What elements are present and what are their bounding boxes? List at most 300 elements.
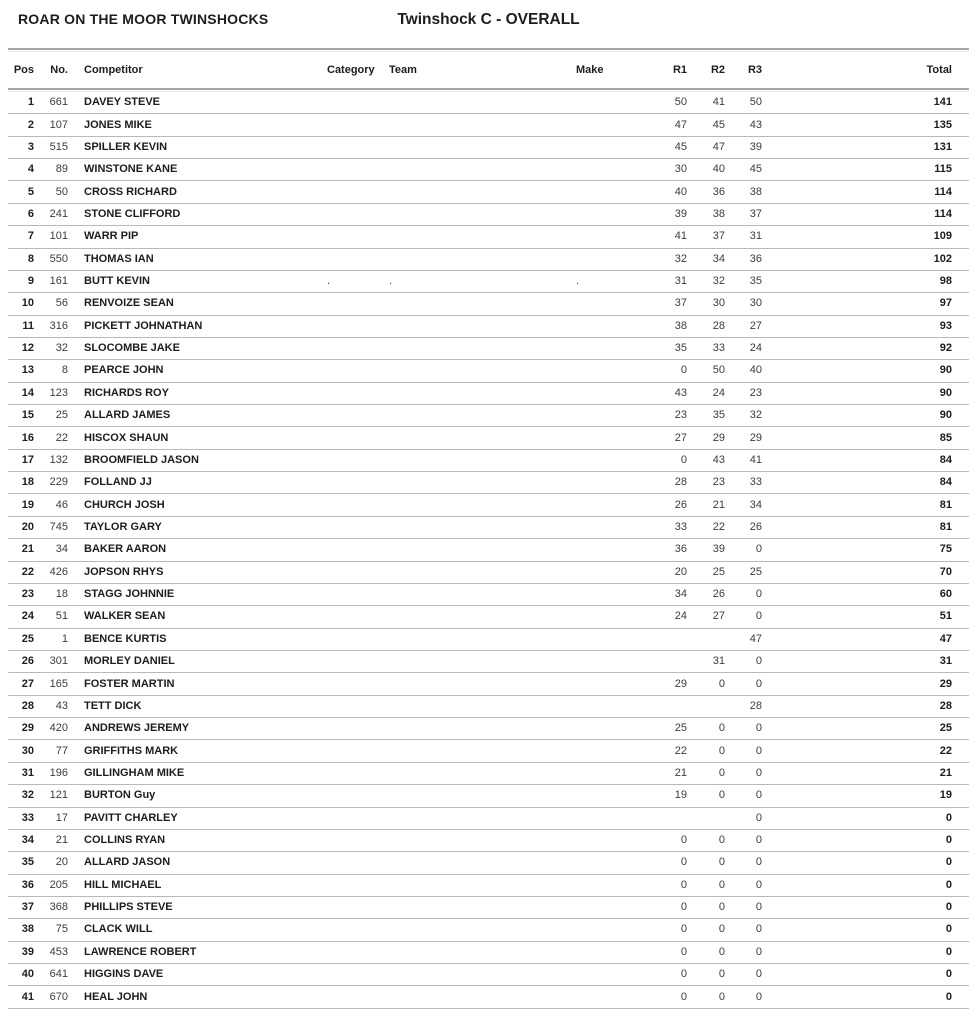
competitor-cell: PHILLIPS STEVE xyxy=(84,902,173,914)
table-row xyxy=(8,427,969,449)
r1-cell: 50 xyxy=(674,97,687,109)
competitor-cell: COLLINS RYAN xyxy=(84,835,166,847)
number-cell: 107 xyxy=(49,119,68,131)
pos-cell: 26 xyxy=(21,656,34,668)
total-cell: 84 xyxy=(939,477,952,489)
sheet-title: Twinshock C - OVERALL xyxy=(397,11,580,28)
r2-cell: 0 xyxy=(718,790,725,802)
competitor-cell: STAGG JOHNNIE xyxy=(84,589,175,601)
r1-cell: 45 xyxy=(674,141,687,153)
r2-cell: 0 xyxy=(718,857,725,869)
r1-cell: 35 xyxy=(674,343,687,355)
r3-cell: 0 xyxy=(755,969,762,981)
r1-cell: 0 xyxy=(680,835,687,847)
pos-cell: 1 xyxy=(27,97,34,109)
competitor-cell: GRIFFITHS MARK xyxy=(84,745,179,757)
r3-cell: 30 xyxy=(749,298,762,310)
competitor-cell: HISCOX SHAUN xyxy=(84,432,169,444)
pos-cell: 12 xyxy=(21,343,34,355)
table-row xyxy=(8,986,969,1008)
total-cell: 81 xyxy=(939,522,952,533)
total-cell: 60 xyxy=(939,589,952,601)
r3-cell: 0 xyxy=(755,902,762,914)
r1-cell: 39 xyxy=(674,208,687,220)
pos-cell: 30 xyxy=(21,745,34,757)
col-header-r2: R2 xyxy=(710,64,725,76)
r3-cell: 0 xyxy=(755,723,762,735)
r2-cell: 0 xyxy=(718,879,725,891)
number-cell: 17 xyxy=(55,812,68,824)
table-row xyxy=(8,472,969,494)
pos-cell: 24 xyxy=(21,611,34,623)
table-row xyxy=(8,629,969,651)
total-cell: 0 xyxy=(945,946,952,958)
total-cell: 0 xyxy=(945,902,952,914)
col-header-competitor: Competitor xyxy=(84,64,143,76)
r2-cell: 38 xyxy=(712,208,725,220)
number-cell: 205 xyxy=(49,879,68,891)
category-cell: . xyxy=(327,276,331,288)
r3-cell: 0 xyxy=(755,835,762,847)
number-cell: 56 xyxy=(55,298,68,310)
col-header-category: Category xyxy=(327,64,375,76)
number-cell: 132 xyxy=(49,454,68,466)
r3-cell: 0 xyxy=(755,544,762,556)
r1-cell: 24 xyxy=(674,611,687,623)
number-cell: 22 xyxy=(55,432,68,444)
r2-cell: 0 xyxy=(718,902,725,914)
total-cell: 115 xyxy=(934,164,952,176)
r3-cell: 47 xyxy=(749,633,762,645)
r3-cell: 27 xyxy=(749,320,762,332)
pos-cell: 40 xyxy=(21,969,34,981)
number-cell: 368 xyxy=(49,902,68,914)
competitor-cell: RICHARDS ROY xyxy=(84,387,169,399)
r1-cell: 26 xyxy=(674,499,687,511)
table-row xyxy=(8,316,969,338)
r3-cell: 41 xyxy=(749,454,762,466)
r3-cell: 32 xyxy=(749,410,762,422)
total-cell: 131 xyxy=(933,141,952,153)
r3-cell: 29 xyxy=(749,432,762,444)
table-row xyxy=(8,226,969,248)
total-cell: 0 xyxy=(945,924,952,936)
number-cell: 75 xyxy=(55,924,68,936)
number-cell: 50 xyxy=(55,186,68,198)
r1-cell: 0 xyxy=(680,902,687,914)
r2-cell: 22 xyxy=(712,522,725,533)
table-row xyxy=(8,338,969,360)
r2-cell: 0 xyxy=(718,946,725,958)
table-row xyxy=(8,696,969,718)
pos-cell: 14 xyxy=(21,387,34,399)
table-row xyxy=(8,450,969,472)
r1-cell: 41 xyxy=(674,231,687,243)
r1-cell: 0 xyxy=(680,946,687,958)
r2-cell: 25 xyxy=(712,566,725,578)
total-cell: 29 xyxy=(939,678,952,690)
table-row xyxy=(8,763,969,785)
pos-cell: 4 xyxy=(27,164,34,176)
col-header-pos: Pos xyxy=(13,64,34,76)
total-cell: 75 xyxy=(939,544,952,556)
table-row xyxy=(8,159,969,181)
r2-cell: 29 xyxy=(712,432,725,444)
r3-cell: 24 xyxy=(749,343,762,355)
r3-cell: 0 xyxy=(755,879,762,891)
number-cell: 20 xyxy=(55,857,68,869)
pos-cell: 38 xyxy=(21,924,34,936)
total-cell: 141 xyxy=(933,97,952,109)
total-cell: 90 xyxy=(939,387,952,399)
number-cell: 101 xyxy=(49,231,68,243)
r2-cell: 41 xyxy=(712,97,725,109)
r1-cell: 37 xyxy=(674,298,687,310)
r2-cell: 28 xyxy=(712,320,725,332)
competitor-cell: HIGGINS DAVE xyxy=(84,969,164,981)
r2-cell: 35 xyxy=(712,410,725,422)
pos-cell: 3 xyxy=(27,141,34,153)
pos-cell: 33 xyxy=(21,812,34,824)
r3-cell: 31 xyxy=(749,231,762,243)
r2-cell: 39 xyxy=(712,544,725,556)
r3-cell: 0 xyxy=(755,812,762,824)
r3-cell: 43 xyxy=(749,119,762,131)
pos-cell: 31 xyxy=(21,767,34,779)
pos-cell: 10 xyxy=(21,298,34,310)
total-cell: 98 xyxy=(939,276,952,288)
r3-cell: 37 xyxy=(749,208,762,220)
r2-cell: 0 xyxy=(718,678,725,690)
pos-cell: 6 xyxy=(27,208,34,220)
r1-cell: 40 xyxy=(674,186,687,198)
r1-cell: 23 xyxy=(674,410,687,422)
r1-cell: 0 xyxy=(680,857,687,869)
pos-cell: 27 xyxy=(21,678,34,690)
number-cell: 123 xyxy=(49,387,68,399)
table-row xyxy=(8,740,969,762)
number-cell: 745 xyxy=(49,522,68,533)
table-row xyxy=(8,875,969,897)
table-row xyxy=(8,964,969,986)
table-row xyxy=(8,405,969,427)
table-row xyxy=(8,897,969,919)
r1-cell: 30 xyxy=(674,164,687,176)
number-cell: 196 xyxy=(49,767,68,779)
competitor-cell: WALKER SEAN xyxy=(84,611,166,623)
total-cell: 0 xyxy=(945,969,952,981)
number-cell: 301 xyxy=(49,656,68,668)
table-row xyxy=(8,271,969,293)
r1-cell: 0 xyxy=(680,924,687,936)
r3-cell: 0 xyxy=(755,790,762,802)
number-cell: 670 xyxy=(49,991,68,1003)
results-table xyxy=(8,48,969,1009)
col-header-total: Total xyxy=(926,64,952,76)
r3-cell: 36 xyxy=(749,253,762,265)
pos-cell: 11 xyxy=(22,320,34,332)
total-cell: 47 xyxy=(939,633,952,645)
col-header-no: No. xyxy=(50,64,68,76)
r2-cell: 0 xyxy=(718,991,725,1003)
table-row xyxy=(8,718,969,740)
r3-cell: 50 xyxy=(749,97,762,109)
total-cell: 90 xyxy=(939,410,952,422)
competitor-cell: MORLEY DANIEL xyxy=(84,656,175,668)
pos-cell: 22 xyxy=(21,566,34,578)
r3-cell: 0 xyxy=(755,678,762,690)
pos-cell: 13 xyxy=(21,365,34,377)
table-row xyxy=(8,562,969,584)
competitor-cell: SPILLER KEVIN xyxy=(84,141,168,153)
competitor-cell: GILLINGHAM MIKE xyxy=(84,767,185,779)
r3-cell: 33 xyxy=(749,477,762,489)
r2-cell: 33 xyxy=(712,343,725,355)
r2-cell: 23 xyxy=(712,477,725,489)
r2-cell: 0 xyxy=(718,835,725,847)
number-cell: 25 xyxy=(55,410,68,422)
r1-cell: 20 xyxy=(674,566,687,578)
number-cell: 641 xyxy=(49,969,68,981)
number-cell: 8 xyxy=(61,365,68,377)
pos-cell: 32 xyxy=(21,790,34,802)
competitor-cell: LAWRENCE ROBERT xyxy=(84,946,197,958)
competitor-cell: ALLARD JASON xyxy=(84,857,171,869)
r1-cell: 33 xyxy=(674,522,687,533)
r2-cell: 43 xyxy=(712,454,725,466)
pos-cell: 28 xyxy=(21,700,34,712)
number-cell: 550 xyxy=(49,253,68,265)
total-cell: 0 xyxy=(945,991,952,1003)
r2-cell: 26 xyxy=(712,589,725,601)
table-row xyxy=(8,383,969,405)
col-header-make: Make xyxy=(576,64,604,76)
competitor-cell: FOLLAND JJ xyxy=(84,477,152,489)
number-cell: 316 xyxy=(49,320,68,332)
r2-cell: 32 xyxy=(712,276,725,288)
competitor-cell: BUTT KEVIN xyxy=(84,276,150,288)
number-cell: 241 xyxy=(49,208,68,220)
competitor-cell: ANDREWS JEREMY xyxy=(84,723,190,735)
table-row xyxy=(8,785,969,807)
r3-cell: 0 xyxy=(755,745,762,757)
table-row xyxy=(8,293,969,315)
competitor-cell: CLACK WILL xyxy=(84,924,153,936)
r2-cell: 27 xyxy=(712,611,725,623)
r3-cell: 25 xyxy=(749,566,762,578)
competitor-cell: RENVOIZE SEAN xyxy=(84,298,174,310)
r2-cell: 34 xyxy=(712,253,725,265)
r1-cell: 22 xyxy=(674,745,687,757)
total-cell: 114 xyxy=(934,186,952,198)
total-cell: 114 xyxy=(934,208,952,220)
number-cell: 161 xyxy=(49,276,68,288)
competitor-cell: BENCE KURTIS xyxy=(84,633,167,645)
number-cell: 32 xyxy=(55,343,68,355)
table-header-row xyxy=(8,52,969,88)
r3-cell: 28 xyxy=(749,700,762,712)
r3-cell: 0 xyxy=(755,857,762,869)
total-cell: 0 xyxy=(945,835,952,847)
pos-cell: 7 xyxy=(27,231,34,243)
r1-cell: 19 xyxy=(674,790,687,802)
pos-cell: 9 xyxy=(27,276,34,288)
col-header-r3: R3 xyxy=(747,64,762,76)
competitor-cell: CHURCH JOSH xyxy=(84,499,165,511)
r3-cell: 0 xyxy=(755,946,762,958)
r2-cell: 0 xyxy=(718,924,725,936)
r1-cell: 0 xyxy=(680,454,687,466)
total-cell: 21 xyxy=(939,767,952,779)
competitor-cell: WINSTONE KANE xyxy=(84,164,178,176)
total-cell: 81 xyxy=(939,499,952,511)
r1-cell: 0 xyxy=(680,969,687,981)
table-row xyxy=(8,494,969,516)
number-cell: 661 xyxy=(49,97,68,109)
pos-cell: 20 xyxy=(21,522,34,533)
total-cell: 31 xyxy=(939,656,952,668)
r2-cell: 30 xyxy=(712,298,725,310)
table-row xyxy=(8,181,969,203)
r1-cell: 21 xyxy=(674,767,687,779)
pos-cell: 17 xyxy=(21,454,34,466)
r2-cell: 47 xyxy=(712,141,725,153)
pos-cell: 8 xyxy=(27,253,34,265)
team-cell: . xyxy=(389,276,393,288)
total-cell: 90 xyxy=(939,365,952,377)
results-body xyxy=(8,92,969,1009)
total-cell: 92 xyxy=(939,343,952,355)
total-cell: 22 xyxy=(939,745,952,757)
pos-cell: 35 xyxy=(21,857,34,869)
r3-cell: 0 xyxy=(755,611,762,623)
r2-cell: 0 xyxy=(718,767,725,779)
table-row xyxy=(8,539,969,561)
total-cell: 25 xyxy=(939,723,952,735)
col-header-r1: R1 xyxy=(672,64,687,76)
table-row xyxy=(8,360,969,382)
total-cell: 19 xyxy=(939,790,952,802)
r1-cell: 0 xyxy=(680,879,687,891)
r1-cell: 31 xyxy=(674,276,687,288)
total-cell: 0 xyxy=(945,857,952,869)
competitor-cell: JOPSON RHYS xyxy=(84,566,164,578)
competitor-cell: HEAL JOHN xyxy=(84,991,148,1003)
total-cell: 102 xyxy=(933,253,952,265)
competitor-cell: BURTON Guy xyxy=(84,790,156,802)
pos-cell: 5 xyxy=(27,186,34,198)
pos-cell: 29 xyxy=(21,723,34,735)
number-cell: 121 xyxy=(49,790,68,802)
competitor-cell: PICKETT JOHNATHAN xyxy=(84,320,203,332)
number-cell: 229 xyxy=(49,477,68,489)
r2-cell: 0 xyxy=(718,723,725,735)
number-cell: 18 xyxy=(55,589,68,601)
pos-cell: 2 xyxy=(27,119,34,131)
number-cell: 21 xyxy=(55,835,68,847)
table-row xyxy=(8,942,969,964)
r2-cell: 24 xyxy=(712,387,725,399)
total-cell: 84 xyxy=(939,454,952,466)
r1-cell: 38 xyxy=(674,320,687,332)
r2-cell: 45 xyxy=(712,119,725,131)
table-row xyxy=(8,673,969,695)
competitor-cell: SLOCOMBE JAKE xyxy=(84,343,180,355)
r3-cell: 0 xyxy=(755,589,762,601)
number-cell: 1 xyxy=(61,633,68,645)
competitor-cell: STONE CLIFFORD xyxy=(84,208,181,220)
r3-cell: 34 xyxy=(749,499,762,511)
total-cell: 70 xyxy=(939,566,952,578)
event-title: ROAR ON THE MOOR TWINSHOCKS xyxy=(18,11,269,27)
competitor-cell: JONES MIKE xyxy=(84,119,152,131)
r2-cell: 36 xyxy=(712,186,725,198)
table-row xyxy=(8,830,969,852)
table-row xyxy=(8,919,969,941)
pos-cell: 18 xyxy=(21,477,34,489)
total-cell: 51 xyxy=(939,611,952,623)
make-cell: . xyxy=(576,276,580,288)
r1-cell: 34 xyxy=(674,589,687,601)
total-cell: 28 xyxy=(939,700,952,712)
r1-cell: 0 xyxy=(680,991,687,1003)
pos-cell: 15 xyxy=(21,410,34,422)
r3-cell: 0 xyxy=(755,656,762,668)
table-row xyxy=(8,584,969,606)
number-cell: 51 xyxy=(55,611,68,623)
competitor-cell: TETT DICK xyxy=(84,700,142,712)
pos-cell: 23 xyxy=(21,589,34,601)
r3-cell: 38 xyxy=(749,186,762,198)
number-cell: 426 xyxy=(49,566,68,578)
r3-cell: 0 xyxy=(755,767,762,779)
r2-cell: 0 xyxy=(718,745,725,757)
competitor-cell: DAVEY STEVE xyxy=(84,97,161,109)
r2-cell: 21 xyxy=(712,499,725,511)
total-cell: 93 xyxy=(939,320,952,332)
r1-cell: 43 xyxy=(674,387,687,399)
pos-cell: 34 xyxy=(21,835,34,847)
col-header-team: Team xyxy=(389,64,417,76)
r1-cell: 32 xyxy=(674,253,687,265)
r3-cell: 0 xyxy=(755,924,762,936)
total-cell: 0 xyxy=(945,812,952,824)
number-cell: 165 xyxy=(49,678,68,690)
pos-cell: 36 xyxy=(21,879,34,891)
pos-cell: 25 xyxy=(21,633,34,645)
table-row xyxy=(8,517,969,539)
number-cell: 34 xyxy=(55,544,68,556)
r2-cell: 31 xyxy=(712,656,725,668)
r2-cell: 0 xyxy=(718,969,725,981)
table-row xyxy=(8,852,969,874)
table-row xyxy=(8,114,969,136)
r1-cell: 0 xyxy=(680,365,687,377)
r2-cell: 50 xyxy=(712,365,725,377)
total-cell: 0 xyxy=(945,879,952,891)
r1-cell: 27 xyxy=(674,432,687,444)
competitor-cell: FOSTER MARTIN xyxy=(84,678,175,690)
r3-cell: 39 xyxy=(749,141,762,153)
total-cell: 135 xyxy=(933,119,952,131)
r1-cell: 25 xyxy=(674,723,687,735)
r3-cell: 45 xyxy=(749,164,762,176)
table-row xyxy=(8,808,969,830)
number-cell: 43 xyxy=(55,700,68,712)
number-cell: 420 xyxy=(49,723,68,735)
r3-cell: 23 xyxy=(749,387,762,399)
pos-cell: 37 xyxy=(21,902,34,914)
